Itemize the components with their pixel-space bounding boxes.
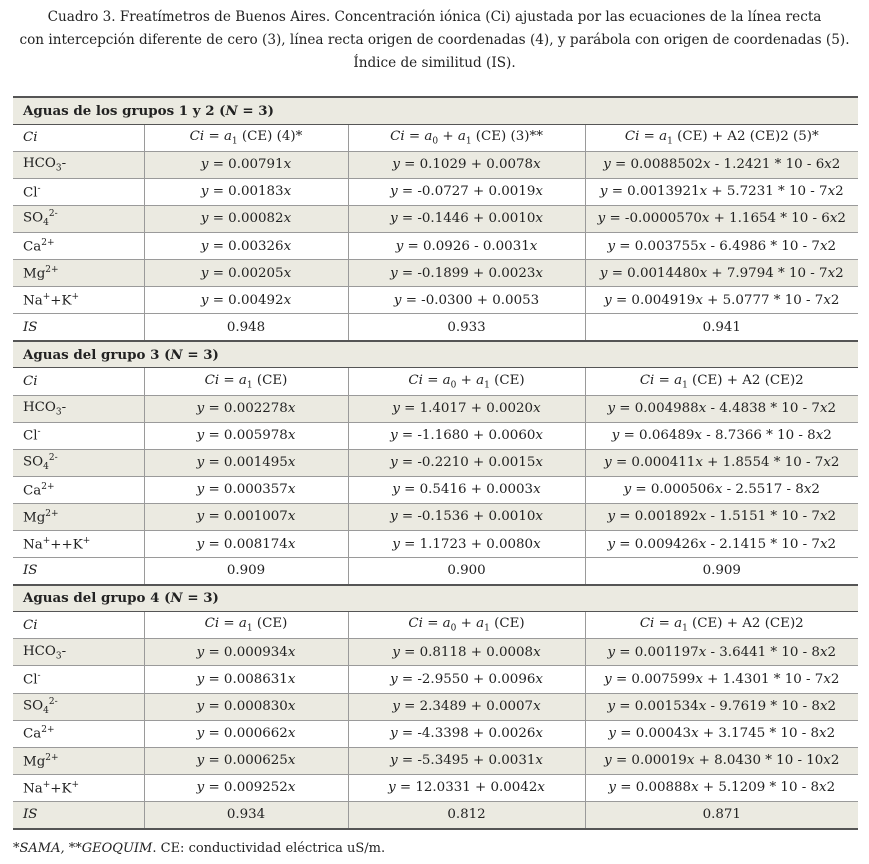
similarity-index-row <box>13 558 858 585</box>
ion-label: Na+++K+ <box>13 531 144 558</box>
table-row <box>13 774 858 801</box>
equation-cell: y = 0.001892x - 1.5151 * 10 - 7x2 <box>585 503 858 530</box>
equation-cell: y = 0.00791x <box>144 151 348 178</box>
column-header: $Ci = a_1$ (CE) + A2 (CE)2 (5)* <box>585 124 858 151</box>
equation-cell: y = 0.008631x <box>144 666 348 693</box>
equation-cell: y = -4.3398 + 0.0026x <box>348 720 585 747</box>
equation-cell: y = 0.0013921x + 5.7231 * 10 - 7x2 <box>585 178 858 205</box>
equation-cell: y = 0.002278x <box>144 395 348 422</box>
equation-cell: y = 0.001197x - 3.6441 * 10 - 8x2 <box>585 639 858 666</box>
ion-label: $SO_4^{2-}$ <box>13 693 144 720</box>
is-value: 0.934 <box>144 801 348 828</box>
column-header: $Ci = a_1$ (CE) <box>144 368 348 395</box>
column-header: Ci <box>13 612 144 639</box>
ion-label: $SO_4^{2-}$ <box>13 449 144 476</box>
equation-cell: y = 0.000411x + 1.8554 * 10 - 7x2 <box>585 449 858 476</box>
ion-label: Na++K+ <box>13 287 144 314</box>
column-header: $Ci = a_1$ (CE) <box>144 612 348 639</box>
equation-cell: y = 0.001007x <box>144 503 348 530</box>
equation-cell: y = 0.0926 - 0.0031x <box>348 232 585 259</box>
equation-cell: y = 0.008174x <box>144 531 348 558</box>
group-title: Aguas del grupo 3 (N = 3) <box>13 341 858 368</box>
equation-cell: y = -0.1536 + 0.0010x <box>348 503 585 530</box>
ion-label: $Ca^{2+}$ <box>13 476 144 503</box>
equation-cell: y = 0.000625x <box>144 747 348 774</box>
is-value: 0.941 <box>585 314 858 341</box>
table-row <box>13 178 858 205</box>
equation-cell: y = 0.007599x + 1.4301 * 10 - 7x2 <box>585 666 858 693</box>
column-header: Ci <box>13 368 144 395</box>
table-row <box>13 205 858 232</box>
equation-cell: y = 0.009426x - 2.1415 * 10 - 7x2 <box>585 531 858 558</box>
is-value: 0.871 <box>585 801 858 828</box>
equation-cell: y = -0.0727 + 0.0019x <box>348 178 585 205</box>
is-value: 0.948 <box>144 314 348 341</box>
equation-cell: y = 0.000357x <box>144 476 348 503</box>
equation-cell: y = 0.009252x <box>144 774 348 801</box>
is-label: IS <box>13 558 144 585</box>
equation-cell: y = 0.06489x - 8.7366 * 10 - 8x2 <box>585 422 858 449</box>
table-row <box>13 449 858 476</box>
equation-cell: y = 0.00205x <box>144 260 348 287</box>
is-value: 0.909 <box>585 558 858 585</box>
similarity-index-row <box>13 314 858 341</box>
table-row <box>13 395 858 422</box>
table-caption <box>0 6 869 75</box>
column-header-row <box>13 124 858 151</box>
equation-cell: y = -2.9550 + 0.0096x <box>348 666 585 693</box>
table-row <box>13 531 858 558</box>
equation-cell: y = 0.00492x <box>144 287 348 314</box>
ion-label: $Mg^{2+}$ <box>13 260 144 287</box>
table-row <box>13 747 858 774</box>
is-value: 0.900 <box>348 558 585 585</box>
is-value: 0.812 <box>348 801 585 828</box>
footnote: *SAMA, **GEOQUIM. CE: conductividad eléctrica uS/m. <box>13 841 386 856</box>
equation-cell: y = 0.005978x <box>144 422 348 449</box>
group-title-row <box>13 341 858 368</box>
equation-cell: y = 0.004919x + 5.0777 * 10 - 7x2 <box>585 287 858 314</box>
ion-label: Cl- <box>13 422 144 449</box>
column-header: $Ci = a_1$ (CE) + A2 (CE)2 <box>585 612 858 639</box>
group-title-row <box>13 585 858 612</box>
table-row <box>13 503 858 530</box>
ion-label: $SO_4^{2-}$ <box>13 205 144 232</box>
equation-cell: y = -0.1899 + 0.0023x <box>348 260 585 287</box>
equation-cell: y = 0.001495x <box>144 449 348 476</box>
table-row <box>13 422 858 449</box>
equation-cell: y = 0.000506x - 2.5517 - 8x2 <box>585 476 858 503</box>
caption-line-1: Cuadro 3. Freatímetros de Buenos Aires. Concentración iónica (Ci) ajustada por las ecuaciones de la línea recta <box>47 9 822 25</box>
column-header-row <box>13 368 858 395</box>
column-header: $Ci = a_0 + a_1$ (CE) <box>348 368 585 395</box>
ion-label: Cl- <box>13 666 144 693</box>
similarity-index-row <box>13 801 858 828</box>
equation-cell: y = 0.5416 + 0.0003x <box>348 476 585 503</box>
is-label: IS <box>13 314 144 341</box>
equation-cell: y = 0.1029 + 0.0078x <box>348 151 585 178</box>
ion-label: $HCO_3-$ <box>13 639 144 666</box>
table-row <box>13 476 858 503</box>
column-header: $Ci = a_1$ (CE) (4)* <box>144 124 348 151</box>
table-row <box>13 666 858 693</box>
data-table <box>13 96 858 830</box>
equation-cell: y = 0.0014480x + 7.9794 * 10 - 7x2 <box>585 260 858 287</box>
is-value: 0.909 <box>144 558 348 585</box>
table-row <box>13 260 858 287</box>
table-row <box>13 720 858 747</box>
caption-line-3: Índice de similitud (IS). <box>353 55 516 71</box>
column-header: Ci <box>13 124 144 151</box>
equation-cell: y = 0.003755x - 6.4986 * 10 - 7x2 <box>585 232 858 259</box>
table-row <box>13 287 858 314</box>
group-title-row <box>13 97 858 124</box>
equation-cell: y = 0.000934x <box>144 639 348 666</box>
ion-label: $Ca^{2+}$ <box>13 720 144 747</box>
equation-cell: y = 0.001534x - 9.7619 * 10 - 8x2 <box>585 693 858 720</box>
column-header: $Ci = a_0 + a_1$ (CE) <box>348 612 585 639</box>
equation-cell: y = 1.4017 + 0.0020x <box>348 395 585 422</box>
is-value: 0.933 <box>348 314 585 341</box>
equation-cell: y = -0.2210 + 0.0015x <box>348 449 585 476</box>
ion-label: $HCO_3-$ <box>13 151 144 178</box>
equation-cell: y = 12.0331 + 0.0042x <box>348 774 585 801</box>
equation-cell: y = 0.00183x <box>144 178 348 205</box>
equation-cell: y = 0.00019x + 8.0430 * 10 - 10x2 <box>585 747 858 774</box>
column-header: $Ci = a_1$ (CE) + A2 (CE)2 <box>585 368 858 395</box>
is-label: IS <box>13 801 144 828</box>
column-header: $Ci = a_0 + a_1$ (CE) (3)** <box>348 124 585 151</box>
equation-cell: y = -1.1680 + 0.0060x <box>348 422 585 449</box>
equation-cell: y = 1.1723 + 0.0080x <box>348 531 585 558</box>
table-row <box>13 151 858 178</box>
equation-cell: y = 0.8118 + 0.0008x <box>348 639 585 666</box>
equation-cell: y = 2.3489 + 0.0007x <box>348 693 585 720</box>
equation-cell: y = 0.00043x + 3.1745 * 10 - 8x2 <box>585 720 858 747</box>
equation-cell: y = -0.1446 + 0.0010x <box>348 205 585 232</box>
ion-label: Na++K+ <box>13 774 144 801</box>
group-title: Aguas de los grupos 1 y 2 (N = 3) <box>13 97 858 124</box>
equation-cell: y = 0.000662x <box>144 720 348 747</box>
equation-cell: y = -5.3495 + 0.0031x <box>348 747 585 774</box>
equation-cell: y = 0.00082x <box>144 205 348 232</box>
ion-label: $Mg^{2+}$ <box>13 747 144 774</box>
equation-cell: y = -0.0000570x + 1.1654 * 10 - 6x2 <box>585 205 858 232</box>
ion-label: $Mg^{2+}$ <box>13 503 144 530</box>
ion-label: $Ca^{2+}$ <box>13 232 144 259</box>
equation-cell: y = 0.00888x + 5.1209 * 10 - 8x2 <box>585 774 858 801</box>
table-row <box>13 693 858 720</box>
caption-line-2: con intercepción diferente de cero (3), línea recta origen de coordenadas (4), y parábola con origen de coordenadas (5). <box>19 32 850 48</box>
ion-label: Cl- <box>13 178 144 205</box>
group-title: Aguas del grupo 4 (N = 3) <box>13 585 858 612</box>
table-row <box>13 639 858 666</box>
table-row <box>13 232 858 259</box>
ion-label: $HCO_3-$ <box>13 395 144 422</box>
equation-cell: y = -0.0300 + 0.0053 <box>348 287 585 314</box>
column-header-row <box>13 612 858 639</box>
equation-cell: y = 0.000830x <box>144 693 348 720</box>
equation-cell: y = 0.004988x - 4.4838 * 10 - 7x2 <box>585 395 858 422</box>
equation-cell: y = 0.0088502x - 1.2421 * 10 - 6x2 <box>585 151 858 178</box>
equation-cell: y = 0.00326x <box>144 232 348 259</box>
